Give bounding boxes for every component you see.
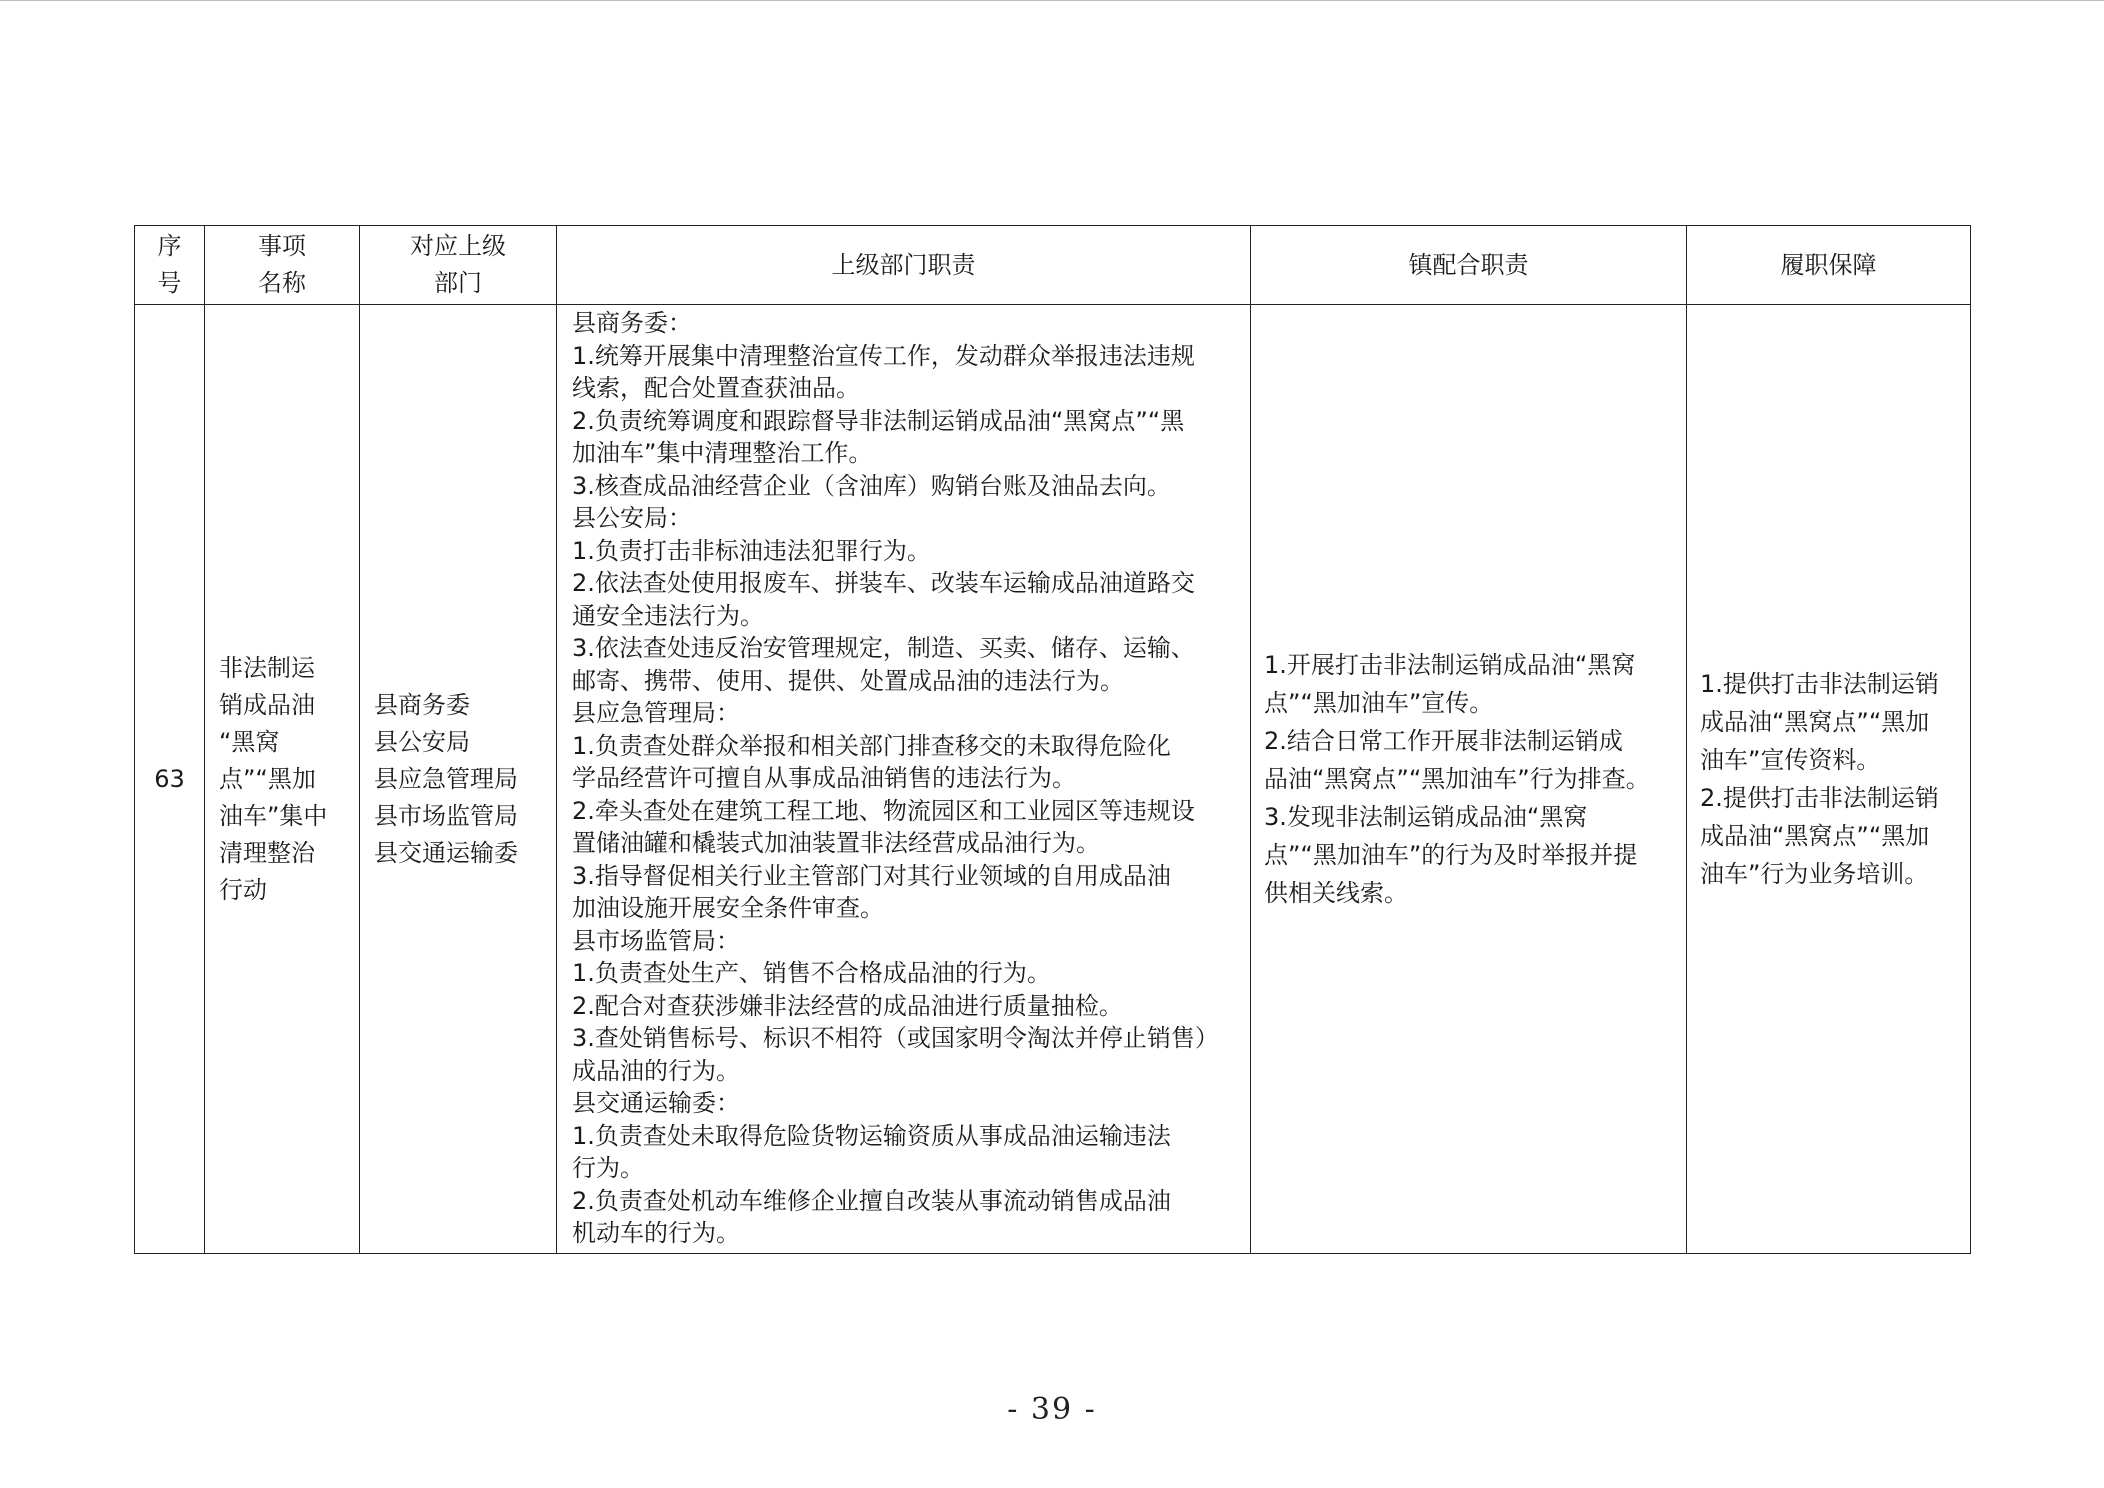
department-cell: 县商务委 县公安局 县应急管理局 县市场监管局 县交通运输委 [360, 305, 557, 1254]
seq-cell: 63 [135, 305, 205, 1254]
upper-duty-cell: 县商务委： 1.统筹开展集中清理整治宣传工作，发动群众举报违法违规 线索，配合处置查获油品。 2.负责统筹调度和跟踪督导非法制运销成品油“黑窝点”“黑 加油车”集中清理整治工作。 3.核查成品油经营企业（含油库）购销台账及油品去向。 县公安局： 1.负责打击非标油违法犯罪行为。 2.依法查处使用报废车、拼装车、改装车运输成品油道路交 通安全违法行为。 3.依法查处违反治安管理规定，制造、买卖、储存、运输、 邮寄、携带、使用、提供、处置成品油的违法行为。 县应急管理局： 1.负责查处群众举报和相关部门排查移交的未取得危险化 学品经营许可擅自从事成品油销售的违法行为。 2.牵头查处在建筑工程工地、物流园区和工业园区等违规设 置储油罐和橇装式加油装置非法经营成品油行为。 3.指导督促相关行业主管部门对其行业领域的自用成品油 加油设施开展安全条件审查。 县市场监管局： 1.负责查处生产、销售不合格成品油的行为。 2.配合对查获涉嫌非法经营的成品油进行质量抽检。 3.查处销售标号、标识不相符（或国家明令淘汰并停止销售） 成品油的行为。 县交通运输委： 1.负责查处未取得危险货物运输资质从事成品油运输违法 行为。 2.负责查处机动车维修企业擅自改装从事流动销售成品油 机动车的行为。 [557, 305, 1251, 1254]
header-town-duty: 镇配合职责 [1251, 226, 1687, 305]
item-name-cell: 非法制运 销成品油 “黑窝 点”“黑加 油车”集中 清理整治 行动 [205, 305, 360, 1254]
town-duty-cell: 1.开展打击非法制运销成品油“黑窝 点”“黑加油车”宣传。 2.结合日常工作开展非法制运销成 品油“黑窝点”“黑加油车”行为排查。 3.发现非法制运销成品油“黑窝 点”“黑加油车”的行为及时举报并提 供相关线索。 [1251, 305, 1687, 1254]
page-number: - 39 - [1007, 1392, 1097, 1427]
table-row [135, 305, 1971, 1254]
header-upper-department: 对应上级 部门 [360, 226, 557, 305]
header-upper-duty: 上级部门职责 [557, 226, 1251, 305]
header-item-name: 事项 名称 [205, 226, 360, 305]
guarantee-cell: 1.提供打击非法制运销 成品油“黑窝点”“黑加 油车”宣传资料。 2.提供打击非法制运销 成品油“黑窝点”“黑加 油车”行为业务培训。 [1687, 305, 1971, 1254]
header-seq: 序 号 [135, 226, 205, 305]
header-guarantee: 履职保障 [1687, 226, 1971, 305]
responsibility-table [134, 225, 1971, 1254]
page-top-border [0, 0, 2104, 1]
table-header-row [135, 226, 1971, 305]
